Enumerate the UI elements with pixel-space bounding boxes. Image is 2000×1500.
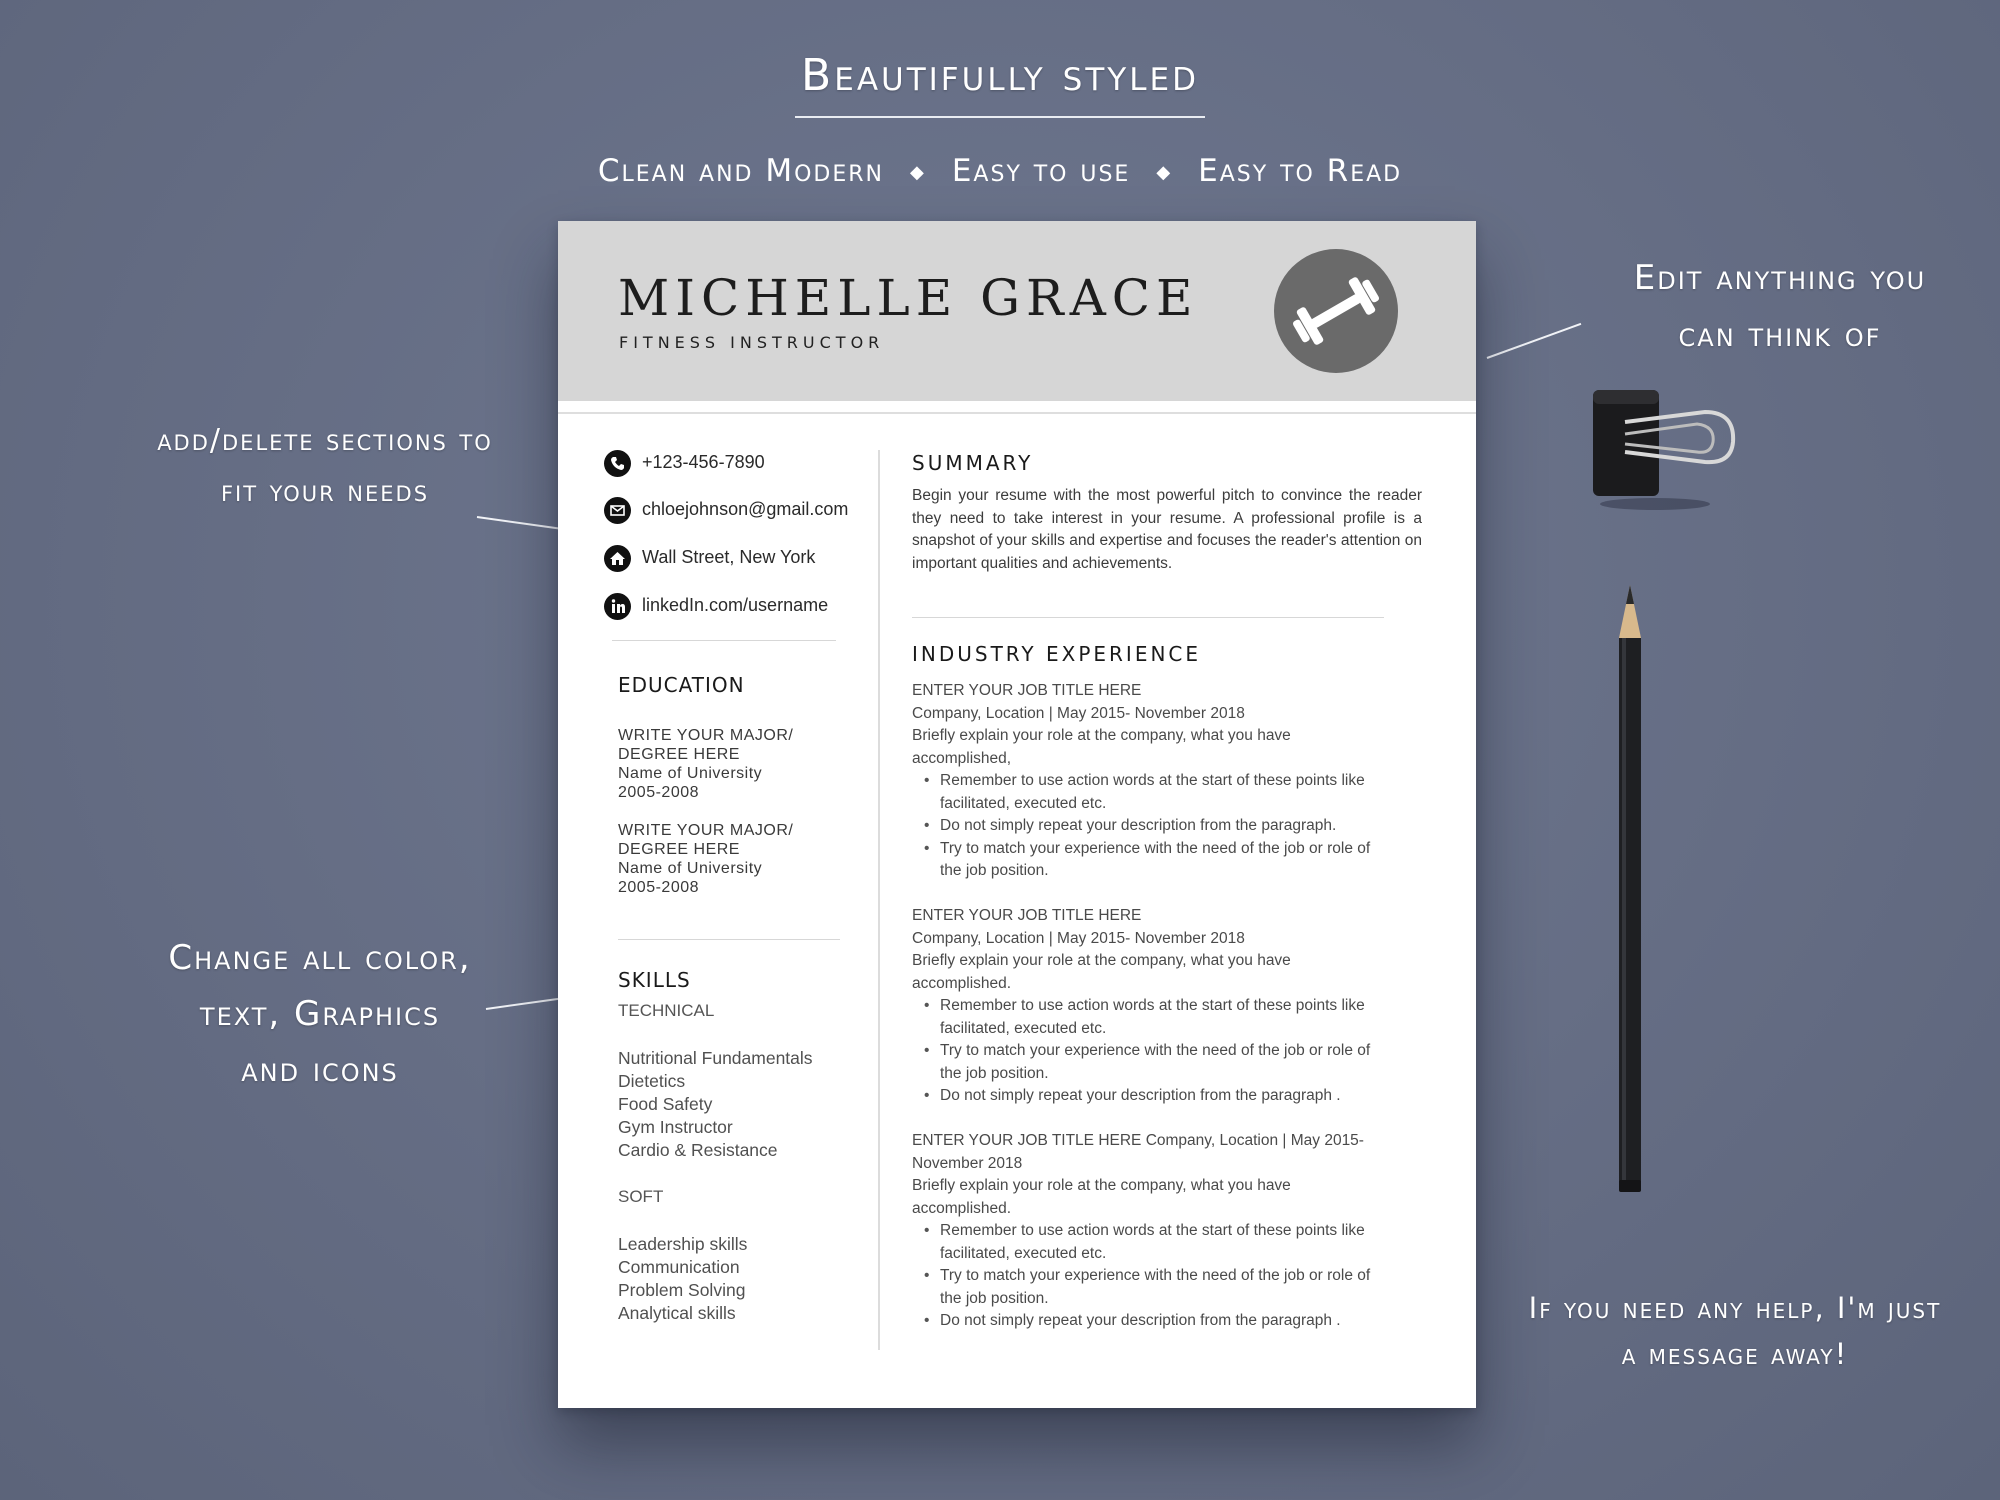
annotation-line: text, Graphics [199, 994, 441, 1034]
education-title: EDUCATION [618, 673, 745, 697]
annotation-line: fit your needs [220, 474, 430, 509]
section-divider [612, 640, 836, 641]
job-bullet: • Remember to use action words at the start of these points like facilitated, executed etc. [940, 770, 1422, 815]
job-description: Briefly explain your role at the company, what you have [912, 727, 1291, 744]
contact-text: chloejohnson@gmail.com [642, 499, 849, 519]
job-bullet: • Remember to use action words at the start of these points like facilitated, executed etc. [940, 995, 1422, 1040]
pencil-icon [1605, 580, 1655, 1200]
job-meta: Company, Location | May 2015- November 2018 [912, 929, 1245, 947]
education-major: DEGREE HERE [618, 841, 740, 858]
job-meta: Company, Location | May 2015- November 2018 [912, 704, 1245, 722]
binder-clip-icon [1585, 382, 1745, 512]
job-entry[interactable] [912, 905, 1422, 1108]
annotation-line: add/delete sections to [157, 423, 493, 458]
email-icon [604, 497, 631, 524]
job-title: ENTER YOUR JOB TITLE HERE [912, 682, 1142, 699]
annotation-line: and icons [241, 1050, 399, 1090]
job-description: accomplished, [912, 749, 1012, 767]
education-school: Name of University [618, 860, 763, 877]
leader-line [477, 516, 558, 529]
dumbbell-icon [1274, 249, 1398, 373]
job-entry[interactable] [912, 1130, 1422, 1333]
annotation-add-delete [110, 415, 540, 517]
education-school: Name of University [618, 765, 763, 782]
column-divider [878, 450, 880, 1350]
job-bullet: • Try to match your experience with the need of the job or role of the job position. [940, 1040, 1422, 1085]
skill-item: Food Safety [618, 1094, 713, 1114]
education-entry[interactable] [618, 726, 858, 802]
skill-item: Dietetics [618, 1071, 686, 1091]
annotation-line: Change all color, [168, 938, 472, 978]
headline: Beautifully styled [801, 50, 1199, 101]
home-icon [604, 545, 631, 572]
skill-item: Nutritional Fundamentals [618, 1048, 813, 1068]
contact-text: Wall Street, New York [642, 547, 816, 567]
feature-item: Easy to use [951, 153, 1131, 189]
headline-underline [795, 116, 1205, 118]
skills-technical-list[interactable] [618, 1047, 858, 1162]
phone-icon [604, 450, 631, 477]
skills-technical-label: TECHNICAL [618, 1001, 715, 1020]
job-description: Briefly explain your role at the company, what you have [912, 1177, 1291, 1194]
job-bullet: • Do not simply repeat your description from the paragraph . [940, 1310, 1422, 1333]
skill-item: Gym Instructor [618, 1117, 733, 1137]
annotation-line: a message away! [1621, 1337, 1849, 1371]
skills-soft-label: SOFT [618, 1187, 664, 1206]
job-bullet: • Do not simply repeat your description from the paragraph. [940, 815, 1422, 838]
linkedin-icon [604, 593, 631, 620]
education-major: DEGREE HERE [618, 746, 740, 763]
education-major: WRITE YOUR MAJOR/ [618, 727, 794, 744]
annotation-line: can think of [1678, 315, 1882, 355]
job-bullet: • Try to match your experience with the need of the job or role of the job position. [940, 1265, 1422, 1310]
job-bullets [912, 1220, 1422, 1333]
job-meta: November 2018 [912, 1154, 1023, 1172]
job-description: accomplished. [912, 974, 1012, 992]
summary-text[interactable]: Begin your resume with the most powerful pitch to convince the reader they need to take interest in your resume. A professional profile is a snapshot of your skills and expertise and focuses the reader's attention on important qualities and achievements. [912, 487, 1422, 572]
education-years: 2005-2008 [618, 879, 700, 896]
job-bullet: • Remember to use action words at the start of these points like facilitated, executed etc. [940, 1220, 1422, 1265]
skills-soft-list[interactable] [618, 1233, 858, 1325]
skill-item: Cardio & Resistance [618, 1140, 778, 1160]
job-description: accomplished. [912, 1199, 1012, 1217]
job-title: ENTER YOUR JOB TITLE HERE Company, Location | May 2015- [912, 1132, 1364, 1149]
education-years: 2005-2008 [618, 784, 700, 801]
diamond-icon: ◆ [1156, 162, 1173, 183]
skill-item: Leadership skills [618, 1234, 748, 1254]
annotation-line: Edit anything you [1633, 258, 1927, 298]
annotation-help [1490, 1285, 1980, 1377]
contact-text: +123-456-7890 [642, 452, 765, 472]
resume-page [558, 221, 1476, 1408]
job-bullets [912, 995, 1422, 1108]
section-divider [618, 939, 840, 940]
feature-item: Clean and Modern [597, 153, 884, 189]
contact-text: linkedIn.com/username [642, 595, 829, 615]
annotation-line: If you need any help, I'm just [1528, 1291, 1942, 1325]
skills-title: SKILLS [618, 968, 691, 992]
skill-item: Problem Solving [618, 1280, 746, 1300]
feature-item: Easy to Read [1198, 153, 1403, 189]
annotation-edit [1570, 250, 1990, 364]
education-entry[interactable] [618, 821, 858, 897]
section-divider [912, 617, 1384, 618]
job-bullets [912, 770, 1422, 883]
resume-role[interactable]: FITNESS INSTRUCTOR [619, 333, 885, 352]
summary-title: SUMMARY [912, 451, 1034, 475]
feature-list [0, 153, 2000, 189]
annotation-change [110, 930, 530, 1098]
experience-title: INDUSTRY EXPERIENCE [912, 642, 1202, 666]
diamond-icon: ◆ [910, 162, 926, 183]
skill-item: Analytical skills [618, 1303, 736, 1323]
skill-item: Communication [618, 1257, 740, 1277]
header-divider [558, 412, 1476, 414]
resume-name[interactable]: MICHELLE GRACE [618, 269, 1199, 327]
job-bullet: • Try to match your experience with the need of the job or role of the job position. [940, 838, 1422, 883]
leader-line [1487, 323, 1582, 359]
education-major: WRITE YOUR MAJOR/ [618, 822, 794, 839]
resume-header [558, 221, 1476, 401]
job-title: ENTER YOUR JOB TITLE HERE [912, 907, 1142, 924]
job-description: Briefly explain your role at the company, what you have [912, 952, 1291, 969]
job-entry[interactable] [912, 680, 1422, 883]
job-bullet: • Do not simply repeat your description from the paragraph . [940, 1085, 1422, 1108]
logo-badge[interactable] [1274, 249, 1398, 373]
